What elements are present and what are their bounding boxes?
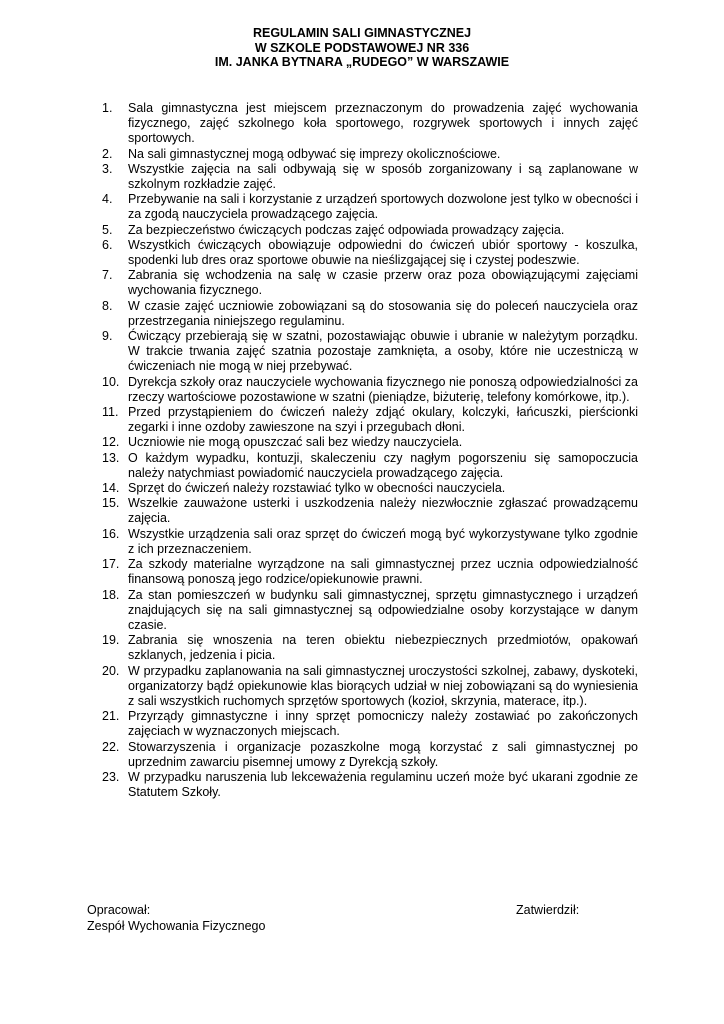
rule-item [102, 588, 638, 634]
rule-item [102, 223, 638, 238]
rule-number: 12. [102, 435, 120, 450]
prepared-label: Opracował: [87, 903, 151, 917]
rule-text: Sala gimnastyczna jest miejscem przeznaczonym do prowadzenia zajęć wychowania fizycznego, zajęć szkolnego koła sportowego, rozgrywek sportowych i innych zajęć sportowych. [128, 101, 638, 146]
rule-text: Na sali gimnastycznej mogą odbywać się imprezy okolicznościowe. [128, 146, 501, 161]
rule-item [102, 268, 638, 298]
rule-number: 20. [102, 663, 120, 678]
rule-number: 16. [102, 526, 120, 541]
rule-item [102, 162, 638, 192]
rule-item [102, 527, 638, 557]
rule-text: W czasie zajęć uczniowie zobowiązani są do stosowania się do poleceń nauczyciela oraz przestrzegania niniejszego regulaminu. [128, 298, 638, 328]
rule-text: W przypadku zaplanowania na sali gimnastycznej uroczystości szkolnej, zabawy, dyskoteki, organizatorzy bądź opiekunowie klas biorących udział w niej zobowiązani są do wyniesienia z sali wszystkich ruchomych sprzętów sportowych (kozioł, skrzynia, materace, itp.). [128, 663, 638, 708]
rule-number: 8. [102, 298, 113, 313]
rule-text: Wszystkich ćwiczących obowiązuje odpowiedni do ćwiczeń ubiór sportowy - koszulka, spodenki lub dres oraz sportowe obuwie na nieślizgającej się i czystej podeszwie. [128, 237, 638, 268]
rule-number: 7. [102, 268, 113, 283]
rule-number: 14. [102, 481, 120, 496]
rule-text: Ćwiczący przebierają się w szatni, pozostawiając obuwie i ubranie w należytym porządku. W trakcie trwania zajęć szatnia pozostaje zamknięta, a osoby, które nie uczestniczą w ćwiczeniach nie mogą w niej przebywać. [128, 329, 638, 374]
rule-item [102, 481, 638, 496]
rule-text: O każdym wypadku, kontuzji, skaleczeniu czy nagłym pogorszeniu się samopoczucia należy natychmiast powiadomić nauczyciela prowadzącego zajęcia. [128, 450, 638, 480]
rule-text: Wszystkie zajęcia na sali odbywają się w sposób zorganizowany i są zaplanowane w szkolnym rozkładzie zajęć. [128, 161, 638, 192]
rule-text: Dyrekcja szkoły oraz nauczyciele wychowania fizycznego nie ponoszą odpowiedzialności za rzeczy wartościowe pozostawione w szatni (pieniądze, biżuterię, telefony komórkowe, itp.). [128, 374, 638, 404]
rule-item [102, 557, 638, 587]
rule-text: Sprzęt do ćwiczeń należy rozstawiać tylko w obecności nauczyciela. [128, 481, 506, 496]
rule-item [102, 192, 638, 222]
rule-item [102, 329, 638, 375]
rule-text: Przed przystąpieniem do ćwiczeń należy zdjąć okulary, kolczyki, łańcuszki, pierścionki zegarki i inne ozdoby zawieszone na szyi i przegubach dłoni. [128, 405, 638, 435]
rule-text: Zabrania się wnoszenia na teren obiektu niebezpiecznych przedmiotów, opakowań szklanych, jedzenia i picia. [128, 633, 638, 663]
rule-item [102, 496, 638, 526]
rule-item [102, 405, 638, 435]
rule-item [102, 633, 638, 663]
rule-number: 18. [102, 587, 120, 602]
rule-text: Za stan pomieszczeń w budynku sali gimnastycznej, sprzętu gimnastycznego i urządzeń znajdujących się na sali gimnastycznej są odpowiedzialne osoby korzystające w danym czasie. [128, 587, 638, 632]
rule-item [102, 299, 638, 329]
rule-item [102, 147, 638, 162]
footer-approved [516, 902, 579, 918]
rule-number: 11. [102, 405, 119, 420]
rule-text: Przyrządy gimnastyczne i inny sprzęt pomocniczy należy zostawiać po zakończonych zajęciach w wyznaczonych miejscach. [128, 709, 638, 739]
rule-number: 15. [102, 496, 120, 511]
rule-number: 19. [102, 633, 120, 648]
rule-number: 3. [102, 161, 113, 176]
rule-item [102, 238, 638, 268]
rule-item [102, 101, 638, 147]
rule-text: Stowarzyszenia i organizacje pozaszkolne mogą korzystać z sali gimnastycznej po uprzednim zawarciu pisemnej umowy z Dyrekcją szkoły. [128, 739, 638, 769]
rule-text: Wszelkie zauważone usterki i uszkodzenia należy niezwłocznie zgłaszać prowadzącemu zajęcia. [128, 496, 638, 526]
footer-prepared [87, 902, 265, 934]
rule-number: 1. [102, 101, 113, 115]
rule-number: 4. [102, 192, 113, 207]
rule-number: 23. [102, 769, 120, 784]
rule-number: 22. [102, 739, 120, 754]
rule-text: Wszystkie urządzenia sali oraz sprzęt do ćwiczeń mogą być wykorzystywane tylko zgodnie z ich przeznaczeniem. [128, 526, 638, 556]
approved-label: Zatwierdził: [516, 903, 580, 917]
rule-item [102, 740, 638, 770]
rule-number: 13. [102, 450, 120, 465]
prepared-by: Zespół Wychowania Fizycznego [87, 919, 266, 933]
rule-text: Uczniowie nie mogą opuszczać sali bez wiedzy nauczyciela. [128, 435, 463, 450]
rule-number: 6. [102, 237, 113, 252]
rule-number: 17. [102, 557, 120, 572]
rule-item [102, 451, 638, 481]
title-line-1: REGULAMIN SALI GIMNASTYCZNEJ [252, 26, 472, 40]
rule-text: Przebywanie na sali i korzystanie z urządzeń sportowych dozwolone jest tylko w obecności i za zgodą nauczyciela prowadzącego zajęcia. [128, 192, 638, 222]
rule-text: Zabrania się wchodzenia na salę w czasie przerw oraz poza obowiązującymi zajęciami wychowania fizycznego. [128, 268, 638, 298]
rule-number: 21. [102, 709, 120, 724]
rule-text: Za szkody materialne wyrządzone na sali gimnastycznej przez ucznia odpowiedzialność finansową ponoszą jego rodzice/opiekunowie prawni. [128, 557, 638, 587]
document-title [0, 26, 724, 70]
rule-number: 2. [102, 146, 113, 161]
rule-text: Za bezpieczeństwo ćwiczących podczas zajęć odpowiada prowadzący zajęcia. [128, 222, 565, 237]
rule-number: 10. [102, 374, 120, 389]
rule-number: 9. [102, 329, 113, 344]
rule-item [102, 664, 638, 710]
rule-item [102, 709, 638, 739]
rules-list [102, 101, 638, 800]
rule-number: 5. [102, 222, 113, 237]
rule-text: W przypadku naruszenia lub lekceważenia regulaminu uczeń może być ukarani zgodnie ze Statutem Szkoły. [128, 769, 638, 800]
rule-item [102, 770, 638, 800]
rule-item [102, 435, 638, 450]
title-line-2: W SZKOLE PODSTAWOWEJ NR 336 [254, 40, 470, 55]
rule-item [102, 375, 638, 405]
title-line-3: IM. JANKA BYTNARA „RUDEGO” W WARSZAWIE [214, 55, 510, 69]
